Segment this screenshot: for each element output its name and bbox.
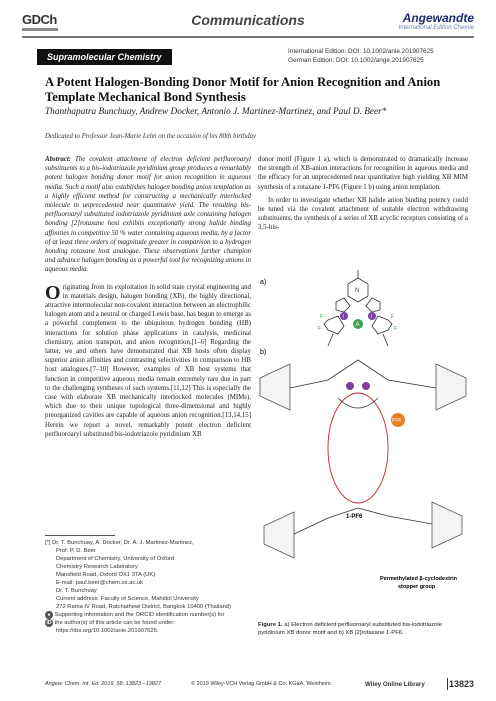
article-title: A Potent Halogen-Bonding Donor Motif for Anion Recognition and Anion Template Mechanical Bond Synthesis — [45, 75, 441, 104]
anion-label: A — [355, 322, 360, 328]
cd-label: Permethylated β-cyclodextrin — [380, 576, 458, 582]
supporting-info-2: iD the author(s) of this article can be found under: — [46, 620, 175, 626]
abstract-label: Abstract: — [45, 156, 72, 163]
rotaxane-iodine-left — [346, 382, 354, 390]
header-rule — [22, 36, 474, 38]
cd-stopper-left — [260, 364, 290, 410]
body-paragraph-1 — [45, 283, 251, 439]
nitrogen-label: N — [355, 288, 360, 294]
pf6-label: PF6 — [392, 418, 402, 424]
cd-stopper-bottom-right — [432, 502, 462, 548]
supporting-info-icon: ● — [45, 611, 53, 619]
journal-logo — [399, 11, 474, 31]
body-right-2: In order to investigate whether XB halide anion binding potency could be tuned via the covalent attachment of suitable electron withdrawing substituents, the synthesis of a series of XB acyclic receptors consisting of a 3,5-bis- — [258, 196, 468, 232]
footnote-line: Prof. P. D. Beer — [56, 548, 96, 554]
edition-info — [288, 47, 434, 65]
svg-text:F: F — [320, 314, 324, 320]
rotaxane-iodine-right — [362, 382, 370, 390]
page-number: 13823 — [448, 679, 474, 689]
footnote-line: Dr. T. Bunchuay — [56, 588, 97, 594]
citation: Angew. Chem. Int. Ed. 2019, 58, 13823 –13827 — [45, 681, 161, 687]
journal-tag: International Edition — [398, 25, 452, 31]
macrocycle — [328, 393, 388, 503]
orcid-icon: iD — [46, 620, 52, 626]
caption-label: Figure 1. — [258, 622, 283, 628]
cd-label-2: stopper group — [398, 584, 436, 590]
section-label: Supramolecular Chemistry — [37, 49, 172, 65]
caption-text: a) Electron deficient perfluoroaryl substituted bis-iodotriazole pyridinium XB donor motif and b) XB [2]rotaxane 1-PF6. — [258, 622, 443, 636]
dropcap: O — [45, 281, 61, 304]
supporting-info: ● Supporting information and the ORCID identification number(s) for — [45, 611, 255, 619]
footnote-line: Current address: Faculty of Science, Mahidol University — [56, 596, 199, 602]
panel-a-label: a) — [260, 279, 267, 286]
iodine-atom-right — [368, 312, 376, 320]
publisher-logo-bar — [22, 28, 58, 31]
wiley-library-link[interactable]: Wiley Online Library — [365, 681, 425, 688]
abstract-text: The covalent attachment of electron deficient perfluoroaryl substituents to a bis-iodotriazole pyridinium group produces a remarkably potent halogen bonding donor motif for anion recognition in aqueous media. Such a motif also establishes halogen bonding anion templation as a highly efficient method for constructing a mechanically interlocked molecule in unprecedented near quantitative yield. The resulting bis-perfluoroaryl substituted iodotriazole pyridinium axle containing halogen bonding [2]rotaxane host exhibits exceptionally strong halide binding affinities in competitive 50 % water containing aqueous media, by a factor of at least three orders of magnitude greater in comparison to a hydrogen bonding rotaxane host analogue. These observations further champion and advance halogen bonding as a powerful tool for recognizing anions in aqueous media. — [45, 156, 251, 274]
footnote-line: Department of Chemistry, University of Oxford — [56, 556, 175, 562]
section-heading: Communications — [191, 12, 305, 28]
affiliation-footnote — [45, 539, 255, 635]
figure-1 — [258, 268, 468, 598]
copyright: © 2019 Wiley-VCH Verlag GmbH & Co. KGaA, Weinheim — [191, 681, 331, 687]
svg-text:F: F — [318, 326, 322, 332]
molecule-diagram — [258, 268, 468, 598]
svg-text:F: F — [394, 326, 398, 332]
publisher-logo: GDCh — [22, 12, 57, 27]
article-authors: Thanthapatra Bunchuay, Andrew Docker, Antonio J. Martinez-Martinez, and Paul D. Beer* — [45, 107, 387, 117]
right-column — [258, 155, 468, 233]
abstract — [45, 155, 251, 275]
bottom-axle — [294, 508, 432, 534]
supporting-url[interactable]: https://doi.org/10.1002/anie.201907625. — [56, 628, 159, 634]
body-text: riginating from its exploitation in solid state crystal engineering and in materials design, halogen bonding (XB), the highly directional, attractive intermolecular non-covalent interaction between an electrophilic halogen atom and a neutral or charged Lewis base, has begun to emerge as a powerful complement to the ubiquitous hydrogen bonding (HB) interactions for solution phase applications in catalysis, medicinal chemistry, anion transport, and anion recognition.[1–6] Regarding the latter, we and others have demonstrated that XB hosts often display superior anion affinities and contrasting selectivities in comparison to HB host analogues.[7–10] However, examples of XB host systems that function in competitive aqueous media remain extremely rare due in part to the challenging syntheses of such systems.[11,12] This is especially the case with elaborate XB mechanically interlocked molecules (MIMs), which due to their unique topological three-dimensional and highly preorganized cavities are capable of aqueous anion recognition.[13,14,15] Herein we report a novel, remarkably potent electron deficient perfluoroaryl substituted bis-iodotriazole pyridinium XB — [45, 283, 251, 438]
svg-text:F: F — [391, 314, 395, 320]
footnote-line: Chemistry Research Laboratory — [56, 564, 138, 570]
body-right-1: donor motif (Figure 1 a), which is demonstrated to dramatically increase the strength of XB-anion interactions for recognition in aqueous media and the efficacy for an unprecedented near quantitative high yielding XB MIM synthesis of a rotaxane 1-PF6 (Figure 1 b) using anion templation. — [258, 156, 468, 191]
cd-stopper-right — [436, 364, 466, 410]
iodine-label-right: I — [370, 314, 372, 320]
figure-caption — [258, 621, 468, 637]
panel-b-label: b) — [260, 349, 267, 356]
journal-sub: Chemie — [453, 25, 474, 31]
footnote-rule — [45, 535, 115, 536]
journal-name: Angewandte — [402, 11, 474, 25]
iodine-label-left: I — [342, 314, 344, 320]
author-email[interactable]: E-mail: paul.beer@chem.ox.ac.uk — [56, 580, 144, 586]
pyridinium-motif — [324, 270, 395, 346]
footnote-line: [*] Dr. T. Bunchuay, A. Docker, Dr. A. J. Martinez-Martinez, — [45, 540, 194, 546]
iodine-atom-left — [340, 312, 348, 320]
left-column — [45, 155, 251, 439]
footnote-line: 272 Rama IV Road, Ratchathewi District, Bangkok 10400 (Thailand) — [56, 604, 231, 610]
compound-label: 1-PF6 — [346, 514, 363, 520]
doi-german[interactable]: German Edition: DOI: 10.1002/ange.201907625 — [288, 57, 424, 64]
doi-international[interactable]: International Edition: DOI: 10.1002/anie.201907625 — [288, 48, 434, 55]
footer-separator — [447, 678, 448, 690]
footnote-line: Mansfield Road, Oxford OX1 3TA (UK) — [56, 572, 156, 578]
dedication: Dedicated to Professor Jean-Marie Lehn on the occasion of his 80th birthday — [45, 133, 256, 140]
cd-stopper-bottom-left — [264, 512, 294, 558]
